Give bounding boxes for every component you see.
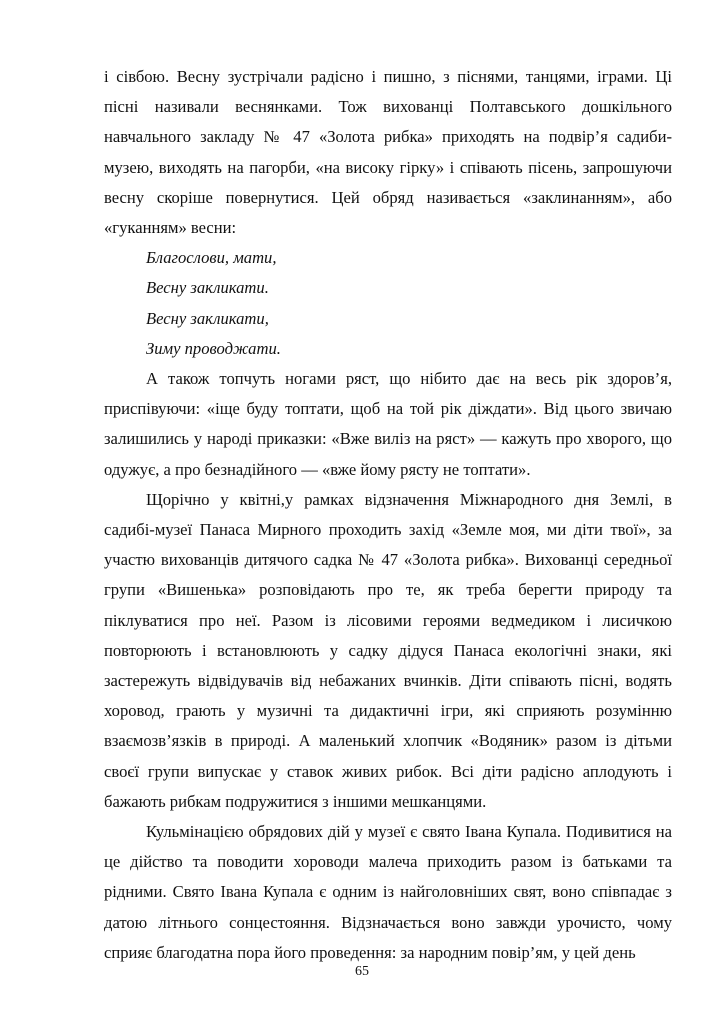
verse-block <box>104 243 672 364</box>
paragraph-spring-rituals: і сівбою. Весну зустрічали радісно і пишно, з піснями, танцями, іграми. Ці пісні називали веснянками. Тож вихованці Полтавського дошкільного навчального закладу № 47 «Золота рибка» приходять на подвір’я садиби-музею, виходять на пагорби, «на високу гірку» і співають пісень, запрошуючи весну скоріше повернутися. Цей обряд називається «заклинанням», або «гуканням» весни: <box>104 67 672 238</box>
body-text <box>104 62 672 968</box>
verse-line: Весну закликати. <box>146 278 269 298</box>
paragraph-ivan-kupala: Кульмінацією обрядових дій у музеї є свято Івана Купала. Подивитися на це дійство та поводити хороводи малеча приходить разом із батьками та рідними. Свято Івана Купала є одним із найголовніших свят, воно співпадає з датою літнього сонцестояння. Відзначається воно завжди урочисто, чому сприяє благодатна пора його проведення: за народним повір’ям, у цей день <box>104 822 672 962</box>
page-number: 65 <box>355 964 369 979</box>
paragraph-ryast: А також топчуть ногами ряст, що нібито дає на весь рік здоров’я, приспівуючи: «іще буду топтати, щоб на той рік діждати». Від цього звичаю залишились у народі приказки: «Вже виліз на ряст» — кажуть про хворого, що одужує, а про безнадійного — «вже йому рясту не топтати». <box>104 369 672 479</box>
verse-line: Зиму проводжати. <box>146 338 281 358</box>
verse-line: Весну закликати, <box>146 308 269 328</box>
paragraph-earth-day: Щорічно у квітні,у рамках відзначення Міжнародного дня Землі, в садибі-музеї Панаса Мирного проходить захід «Земле моя, ми діти твої», за участю вихованців дитячого садка № 47 «Золота рибка». Вихованці середньої групи «Вишенька» розповідають про те, як треба берегти природу та піклуватися про неї. Разом із лісовими героями ведмедиком і лисичкою повторюють і встановлюють у садку дідуся Панаса екологічні знаки, які застережуть відвідувачів від небажаних вчинків. Діти співають пісні, водять хоровод, грають у музичні та дидактичні ігри, які сприяють розумінню взаємозв’язків в природі. А маленький хлопчик «Водяник» разом із дітьми своєї групи випускає у ставок живих рибок. Всі діти радісно аплодують і бажають рибкам подружитися з іншими мешканцями. <box>104 489 672 811</box>
verse-line: Благослови, мати, <box>146 248 277 268</box>
